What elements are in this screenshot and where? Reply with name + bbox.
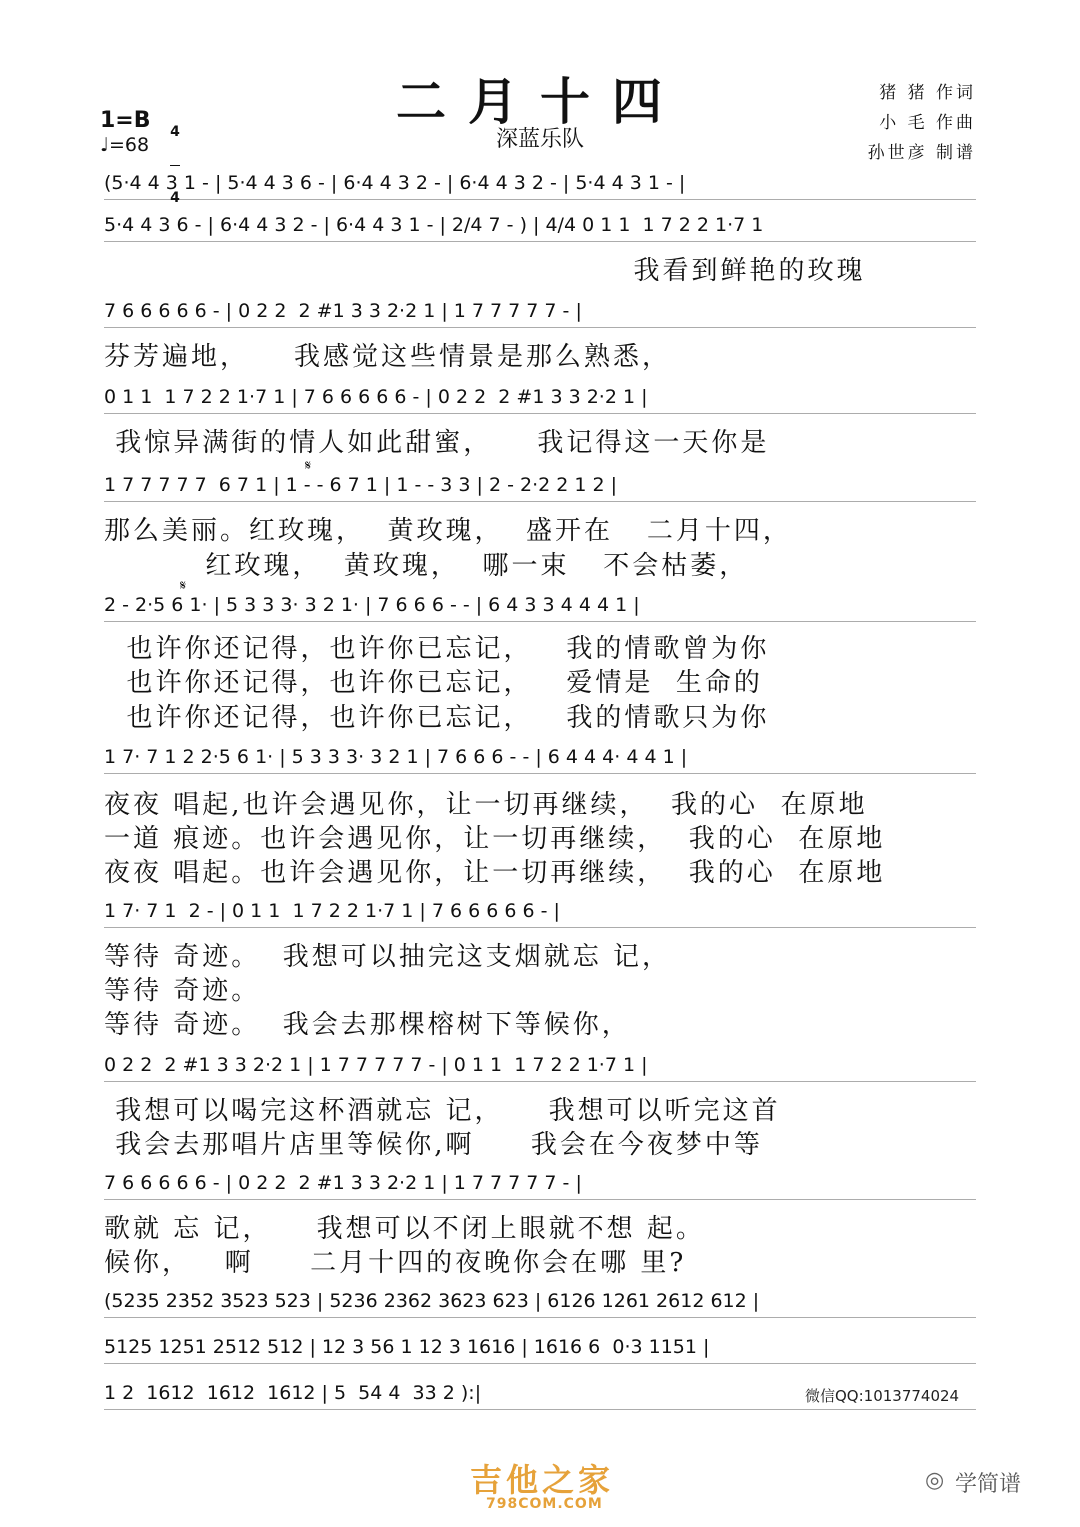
notation-row: 0 2 2 2 #1 3 3 2·2 1 | 1 7 7 7 7 7 - | 0 1 1 1 7 2 2 1·7 1 |: [104, 1054, 648, 1076]
lyricist-credit: 猪 猪 作词: [879, 83, 976, 103]
key-signature: 1=B: [100, 108, 151, 133]
lyric-line: 歌就 忘 记， 我想可以不闭上眼就不想 起。: [104, 1214, 705, 1244]
notation-row: 2 - 2·5 6 1· | 5 3 3 3· 3 2 1· | 7 6 6 6 - - | 6 4 3 3 4 4 4 1 |: [104, 594, 640, 616]
lyric-line: 夜夜 唱起。也许会遇见你，让一切再继续， 我的心 在原地: [104, 858, 886, 888]
lyric-line: 红玫瑰， 黄玫瑰， 哪一束 不会枯萎，: [104, 551, 749, 581]
beam-line: [104, 1317, 976, 1318]
lyric-line: 芬芳遍地， 我感觉这些情景是那么熟悉，: [104, 342, 672, 372]
beam-line: [104, 413, 976, 414]
time-signature-bar: [170, 165, 180, 166]
segno-mark: 𝄋: [180, 578, 187, 594]
composer-credit: 小 毛 作曲: [879, 113, 976, 133]
wechat-account: 学简谱: [955, 1472, 1022, 1497]
notation-row: 1 2 1612 1612 1612 | 5 54 4 33 2 ):|: [104, 1382, 482, 1404]
wechat-icon: ◎: [925, 1468, 945, 1493]
time-signature-top: 4: [170, 124, 180, 140]
time-signature: [170, 100, 180, 218]
segno-mark: 𝄋: [305, 458, 312, 474]
beam-line: [104, 621, 976, 622]
beam-line: [104, 199, 976, 200]
lyric-line: 也许你还记得，也许你已忘记， 我的情歌只为你: [104, 703, 770, 733]
lyric-line: 我惊异满街的情人如此甜蜜， 我记得这一天你是: [104, 428, 770, 458]
notation-row: 1 7· 7 1 2 2·5 6 1· | 5 3 3 3· 3 2 1 | 7 6 6 6 - - | 6 4 4 4· 4 4 1 |: [104, 746, 688, 768]
tempo-marking: ♩=68: [100, 134, 150, 156]
lyric-line: 一道 痕迹。也许会遇见你，让一切再继续， 我的心 在原地: [104, 824, 886, 854]
notation-row: 7 6 6 6 6 6 - | 0 2 2 2 #1 3 3 2·2 1 | 1 7 7 7 7 7 - |: [104, 1172, 582, 1194]
lyric-line: 也许你还记得，也许你已忘记， 我的情歌曾为你: [104, 634, 770, 664]
lyric-line: 候你， 啊 二月十四的夜晚你会在哪 里?: [104, 1248, 687, 1278]
time-signature-bottom: 4: [170, 190, 180, 206]
notation-row: 5·4 4 3 6 - | 6·4 4 3 2 - | 6·4 4 3 1 - | 2/4 7 - ) | 4/4 0 1 1 1 7 2 2 1·7 1: [104, 214, 764, 236]
site-logo: 吉他之家: [470, 1461, 615, 1499]
song-title: 二月十四: [396, 72, 684, 131]
notation-row: 0 1 1 1 7 2 2 1·7 1 | 7 6 6 6 6 6 - | 0 2 2 2 #1 3 3 2·2 1 |: [104, 386, 648, 408]
beam-line: [104, 1081, 976, 1082]
lyric-line: 等待 奇迹。: [104, 976, 261, 1006]
lyric-line: 也许你还记得，也许你已忘记， 爱情是 生命的: [104, 668, 763, 698]
notation-row: (5235 2352 3523 523 | 5236 2362 3623 623 | 6126 1261 2612 612 |: [104, 1290, 760, 1312]
arranger-credit: 孙世彦 制谱: [867, 143, 976, 163]
site-url: 798COM.COM: [486, 1496, 603, 1512]
notation-row: 5125 1251 2512 512 | 12 3 56 1 12 3 1616 | 1616 6 0·3 1151 |: [104, 1336, 710, 1358]
notation-row: 7 6 6 6 6 6 - | 0 2 2 2 #1 3 3 2·2 1 | 1 7 7 7 7 7 - |: [104, 300, 582, 322]
beam-line: [104, 1363, 976, 1364]
beam-line: [104, 327, 976, 328]
beam-line: [104, 1409, 976, 1410]
lyric-line: 我看到鲜艳的玫瑰: [104, 256, 866, 286]
beam-line: [104, 501, 976, 502]
beam-line: [104, 773, 976, 774]
lyric-line: 夜夜 唱起,也许会遇见你，让一切再继续， 我的心 在原地: [104, 790, 868, 820]
notation-row: 1 7 7 7 7 7 6 7 1 | 1 - - 6 7 1 | 1 - - 3 3 | 2 - 2·2 2 1 2 |: [104, 474, 618, 496]
notation-row: (5·4 4 3 1 - | 5·4 4 3 6 - | 6·4 4 3 2 - | 6·4 4 3 2 - | 5·4 4 3 1 - |: [104, 172, 686, 194]
lyric-line: 等待 奇迹。 我想可以抽完这支烟就忘 记，: [104, 942, 672, 972]
beam-line: [104, 241, 976, 242]
beam-line: [104, 927, 976, 928]
lyric-line: 等待 奇迹。 我会去那棵榕树下等候你，: [104, 1010, 631, 1040]
band-name: 深蓝乐队: [495, 127, 584, 152]
lyric-line: 那么美丽。红玫瑰， 黄玫瑰， 盛开在 二月十四，: [104, 516, 792, 546]
beam-line: [104, 1199, 976, 1200]
lyric-line: 我会去那唱片店里等候你,啊 我会在今夜梦中等: [104, 1130, 763, 1160]
lyric-line: 我想可以喝完这杯酒就忘 记， 我想可以听完这首: [104, 1096, 781, 1126]
contact-info: 微信QQ:1013774024: [805, 1387, 960, 1405]
notation-row: 1 7· 7 1 2 - | 0 1 1 1 7 2 2 1·7 1 | 7 6 6 6 6 6 - |: [104, 900, 560, 922]
